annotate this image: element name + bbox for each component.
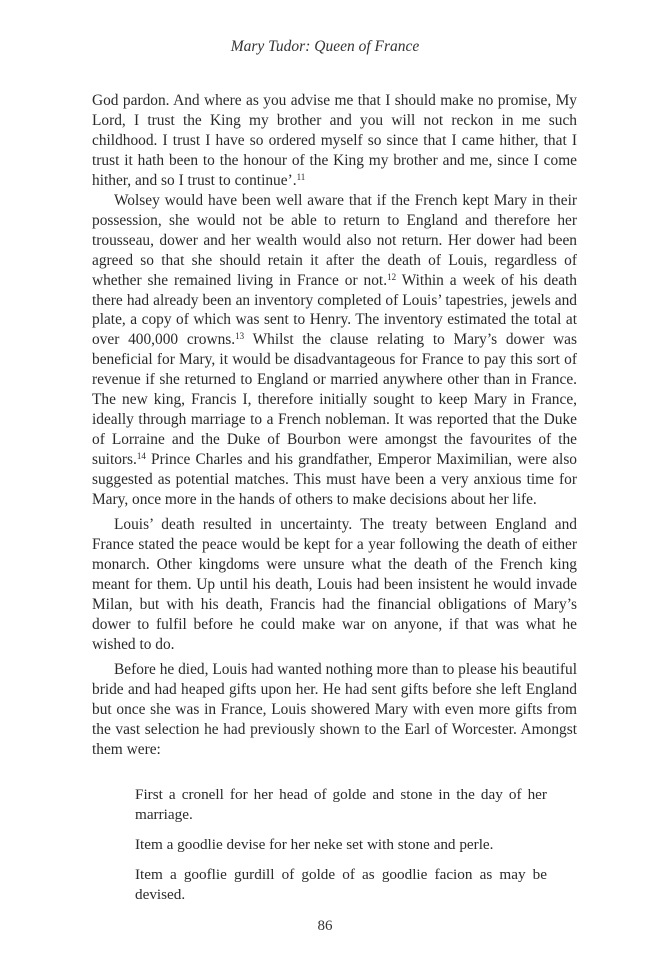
block-quote [135,785,547,905]
paragraph-2: Wolsey would have been well aware that if the French kept Mary in their possession, she would not be able to return to England and therefore her trousseau, dower and her wealth would also not return. Her dower had been agreed so that she should retain it after the death of Louis, regardless of whether she remained living in France or not.$^{12}$ Within a week of his death there had already been an inventory completed of Louis’ tapestries, jewels and plate, a copy of which was sent to Henry. The inventory estimated the total at over 400,000 crowns.$^{13}$ Whilst the clause relating to Mary’s dower was beneficial for Mary, it would be disadvantageous for France to pay this sort of revenue if she returned to England or married anywhere other than in France. The new king, Francis I, therefore initially sought to keep Mary in France, ideally through marriage to a French nobleman. It was reported that the Duke of Lorraine and the Duke of Bourbon were amongst the favourites of the suitors.$^{14}$ Prince Charles and his grandfather, Emperor Maximilian, were also suggested as potential matches. This must have been a very anxious time for Mary, once more in the hands of others to make decisions about her life. [92,191,577,509]
paragraph-3: Louis’ death resulted in uncertainty. The treaty between England and France stated the peace would be kept for a year following the death of either monarch. Other kingdoms were unsure what the death of the French king meant for them. Up until his death, Louis had been insistent he would invade Milan, but with his death, Francis had the financial obligations of Mary’s dower to fulfil before he could make war on anyone, if that was what he wished to do. [92,516,577,653]
footnote-ref-14[interactable]: 14 [136,451,146,462]
running-head: Mary Tudor: Queen of France [230,38,420,55]
paragraph-1: God pardon. And where as you advise me that I should make no promise, My Lord, I trust the King my brother and you will not reckon in me such childhood. I trust I have so ordered myself so since that I came hither, that I trust it hath been to the honour of the King my brother and me, since I come hither, and so I trust to continue’.$^{11}$ [92,92,577,189]
quote-item: Item a gooflie gurdill of golde of as goodlie facion as may be devised. [135,866,547,904]
quote-item: First a cronell for her head of golde and stone in the day of her marriage. [135,786,547,824]
paragraph-4: Before he died, Louis had wanted nothing more than to please his beautiful bride and had heaped gifts upon her. He had sent gifts before she left England but once she was in France, Louis showered Mary with even more gifts from the vast selection he had previously shown to the Earl of Worcester. Amongst them were: [92,660,577,758]
footnote-ref-12[interactable]: 12 [387,271,397,282]
body-text [92,91,577,915]
quote-item: Item a goodlie devise for her neke set with stone and perle. [135,836,494,854]
footnote-ref-11[interactable]: 11 [296,171,306,182]
footnote-ref-13[interactable]: 13 [235,331,245,342]
page-number: 86 [317,918,333,934]
